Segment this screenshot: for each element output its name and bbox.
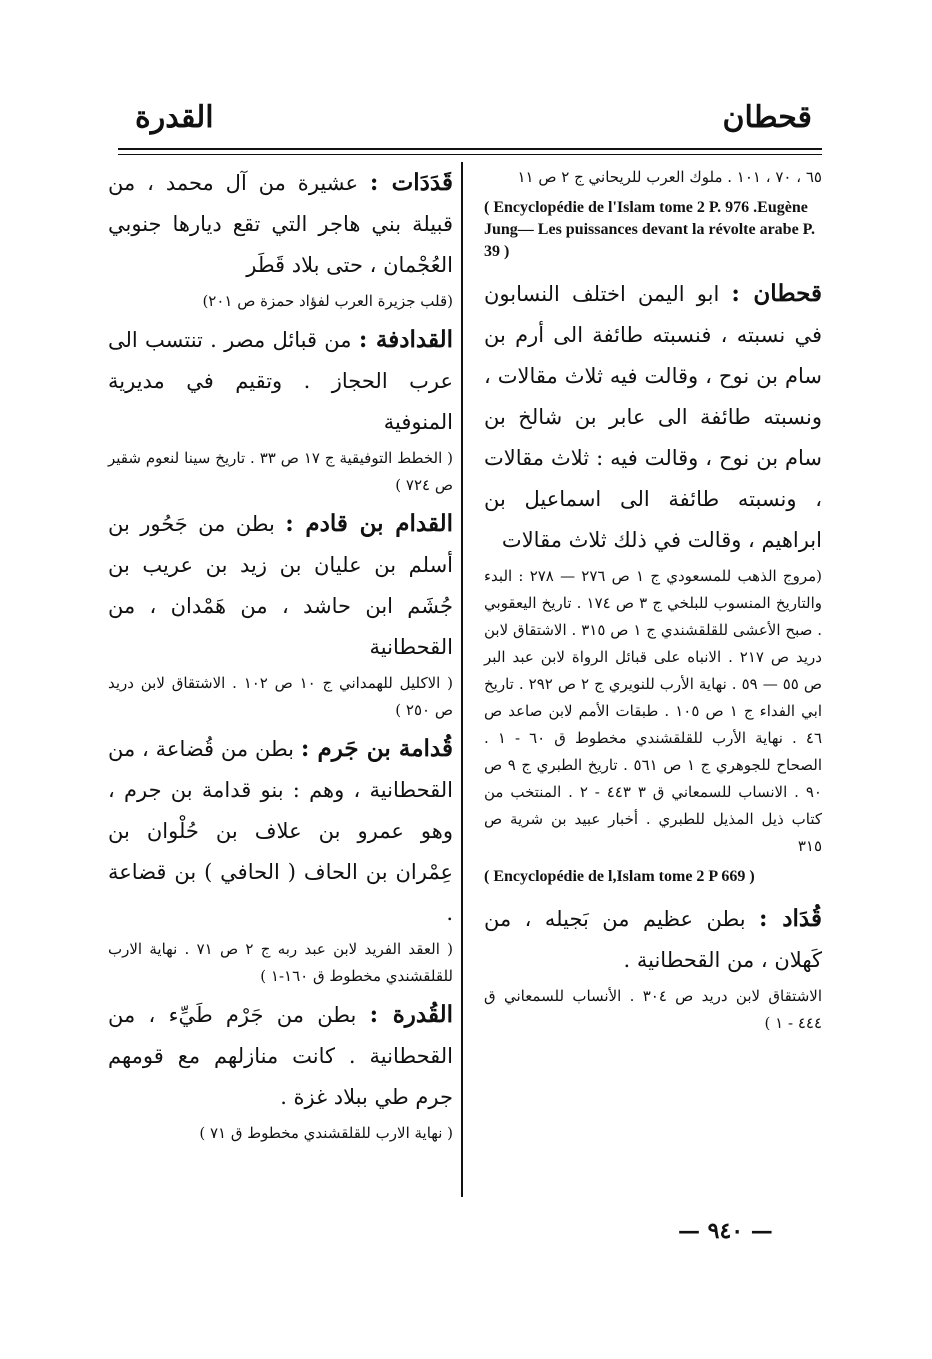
- entry-headword: قَدَدَات :: [369, 169, 453, 196]
- entry-text: بطن من قُضاعة ، من القحطانية ، وهم : بنو قدامة بن جرم ، وهو عمرو بن علاف بن حُلْوان بن عِمْران بن الحاف ( الحافي ) بن قضاعة .: [108, 737, 453, 925]
- entry-text: بطن عظيم من بَجيله ، من كَهلان ، من القحطانية .: [484, 907, 822, 972]
- entry-ref: ٦٥ ، ٧٠ ، ١٠١ . ملوك العرب للريحاني ج ٢ ص ١١: [517, 168, 822, 186]
- right-column: [484, 162, 822, 1043]
- latin-citation: ( Encyclopédie de l'Islam tome 2 P. 976 .Eugène Jung— Les puissances devant la révolte arabe P. 39 ): [484, 199, 815, 260]
- running-header-right: قحطان: [722, 100, 812, 135]
- entry-qadadat: [108, 162, 453, 286]
- entry-headword: القُدرة :: [369, 1001, 454, 1028]
- header-rule-thick: [118, 148, 822, 150]
- entry-text: عشيرة من آل محمد ، من قبيلة بني هاجر التي تقع ديارها جنوبي العُجْمان ، حتى بلاد قَطَر: [108, 171, 453, 277]
- entry-qudama: [108, 728, 453, 934]
- entry-ref: ( نهاية الارب للقلقشندي مخطوط ق ٧١ ): [199, 1124, 453, 1142]
- page-number: — ٩٤٠ —: [678, 1218, 773, 1244]
- entry-headword: القدام بن قادم :: [285, 510, 453, 537]
- entry-headword: قُدَاد :: [759, 905, 822, 932]
- entry-qadadifa: [108, 319, 453, 443]
- entry-text: من قبائل مصر . تنتسب الى عرب الحجاز . وتقيم في مديرية المنوفية: [108, 328, 453, 434]
- column-divider: [461, 162, 463, 1197]
- header-rule-thin: [118, 154, 822, 155]
- entry-text: بطن من جَرْم طَيِّء ، من القحطانية . كانت منازلهم مع قومهم جرم طي ببلاد غزة .: [108, 1003, 453, 1109]
- entry-qaddam: [108, 503, 453, 668]
- entry-text: بطن من جَحُور بن أسلم بن عليان بن زيد بن عريب بن جُشَم ابن حاشد ، من هَمْدان ، من القحطانية: [108, 512, 453, 659]
- left-column: [108, 162, 453, 1151]
- entry-qahtan: [484, 273, 822, 561]
- entry-ref: ( الاكليل للهمداني ج ١٠ ص ١٠٢ . الاشتقاق لابن دريد ص ٢٥٠ ): [108, 674, 453, 719]
- entry-ref: (قلب جزيرة العرب لفؤاد حمزة ص ٢٠١): [202, 292, 453, 310]
- latin-citation: ( Encyclopédie de l,Islam tome 2 P 669 ): [484, 868, 755, 885]
- entry-qudra: [108, 994, 453, 1118]
- entry-qudad: [484, 898, 822, 981]
- entry-headword: قحطان :: [731, 280, 822, 307]
- entry-text: ابو اليمن اختلف النسابون في نسبته ، فنسبته طائفة الى أرم بن سام بن نوح ، وقالت فيه ثلاث مقالات ، ونسبته طائفة الى عابر بن شالخ بن سام بن نوح ، وقالت فيه : ثلاث مقالات ، ونسبته طائفة الى اسماعيل بن ابراهيم ، وقالت في ذلك ثلاث مقالات: [484, 282, 822, 552]
- entry-ref: (مروج الذهب للمسعودي ج ١ ص ٢٧٦ — ٢٧٨ : البدء والتاريخ المنسوب للبلخي ج ٣ ص ١٧٤ . تاريخ اليعقوبي . صبح الأعشى للقلقشندي ج ١ ص ٣١٥ . الاشتقاق لابن دريد ص ٢١٧ . الانباه على قبائل الرواة لابن عبد البر ص ٥٥ — ٥٩ . نهاية الأرب للنويري ج ٢ ص ٢٩٢ . تاريخ ابي الفداء ج ١ ص ١٠٥ . طبقات الأمم لابن صاعد ص ٤٦ . نهاية الأرب للقلقشندي مخطوط ق ٦٠ - ١ . الصحاح للجوهري ج ١ ص ٥٦١ . تاريخ الطبري ج ٩ ص ٩٠ . الانساب للسمعاني ق ٣ ٤٤٣ - ٢ . المنتخب من كتاب ذيل المذيل للطبري . أخبار عبيد بن شرية ص ٣١٥: [484, 567, 823, 855]
- running-header-left: القدرة: [135, 100, 214, 135]
- entry-ref: الاشتقاق لابن دريد ص ٣٠٤ . الأنساب للسمعاني ق ٤٤٤ - ١ ): [484, 987, 822, 1032]
- entry-headword: قُدامة بن جَرم :: [300, 735, 453, 762]
- entry-headword: القدادفة :: [358, 326, 454, 353]
- entry-ref: ( الخطط التوفيقية ج ١٧ ص ٣٣ . تاريخ سينا لنعوم شقير ص ٧٢٤ ): [108, 449, 454, 494]
- entry-ref: ( العقد الفريد لابن عبد ربه ج ٢ ص ٧١ . نهاية الارب للقلقشندي مخطوط ق ١٦٠-١ ): [108, 940, 453, 985]
